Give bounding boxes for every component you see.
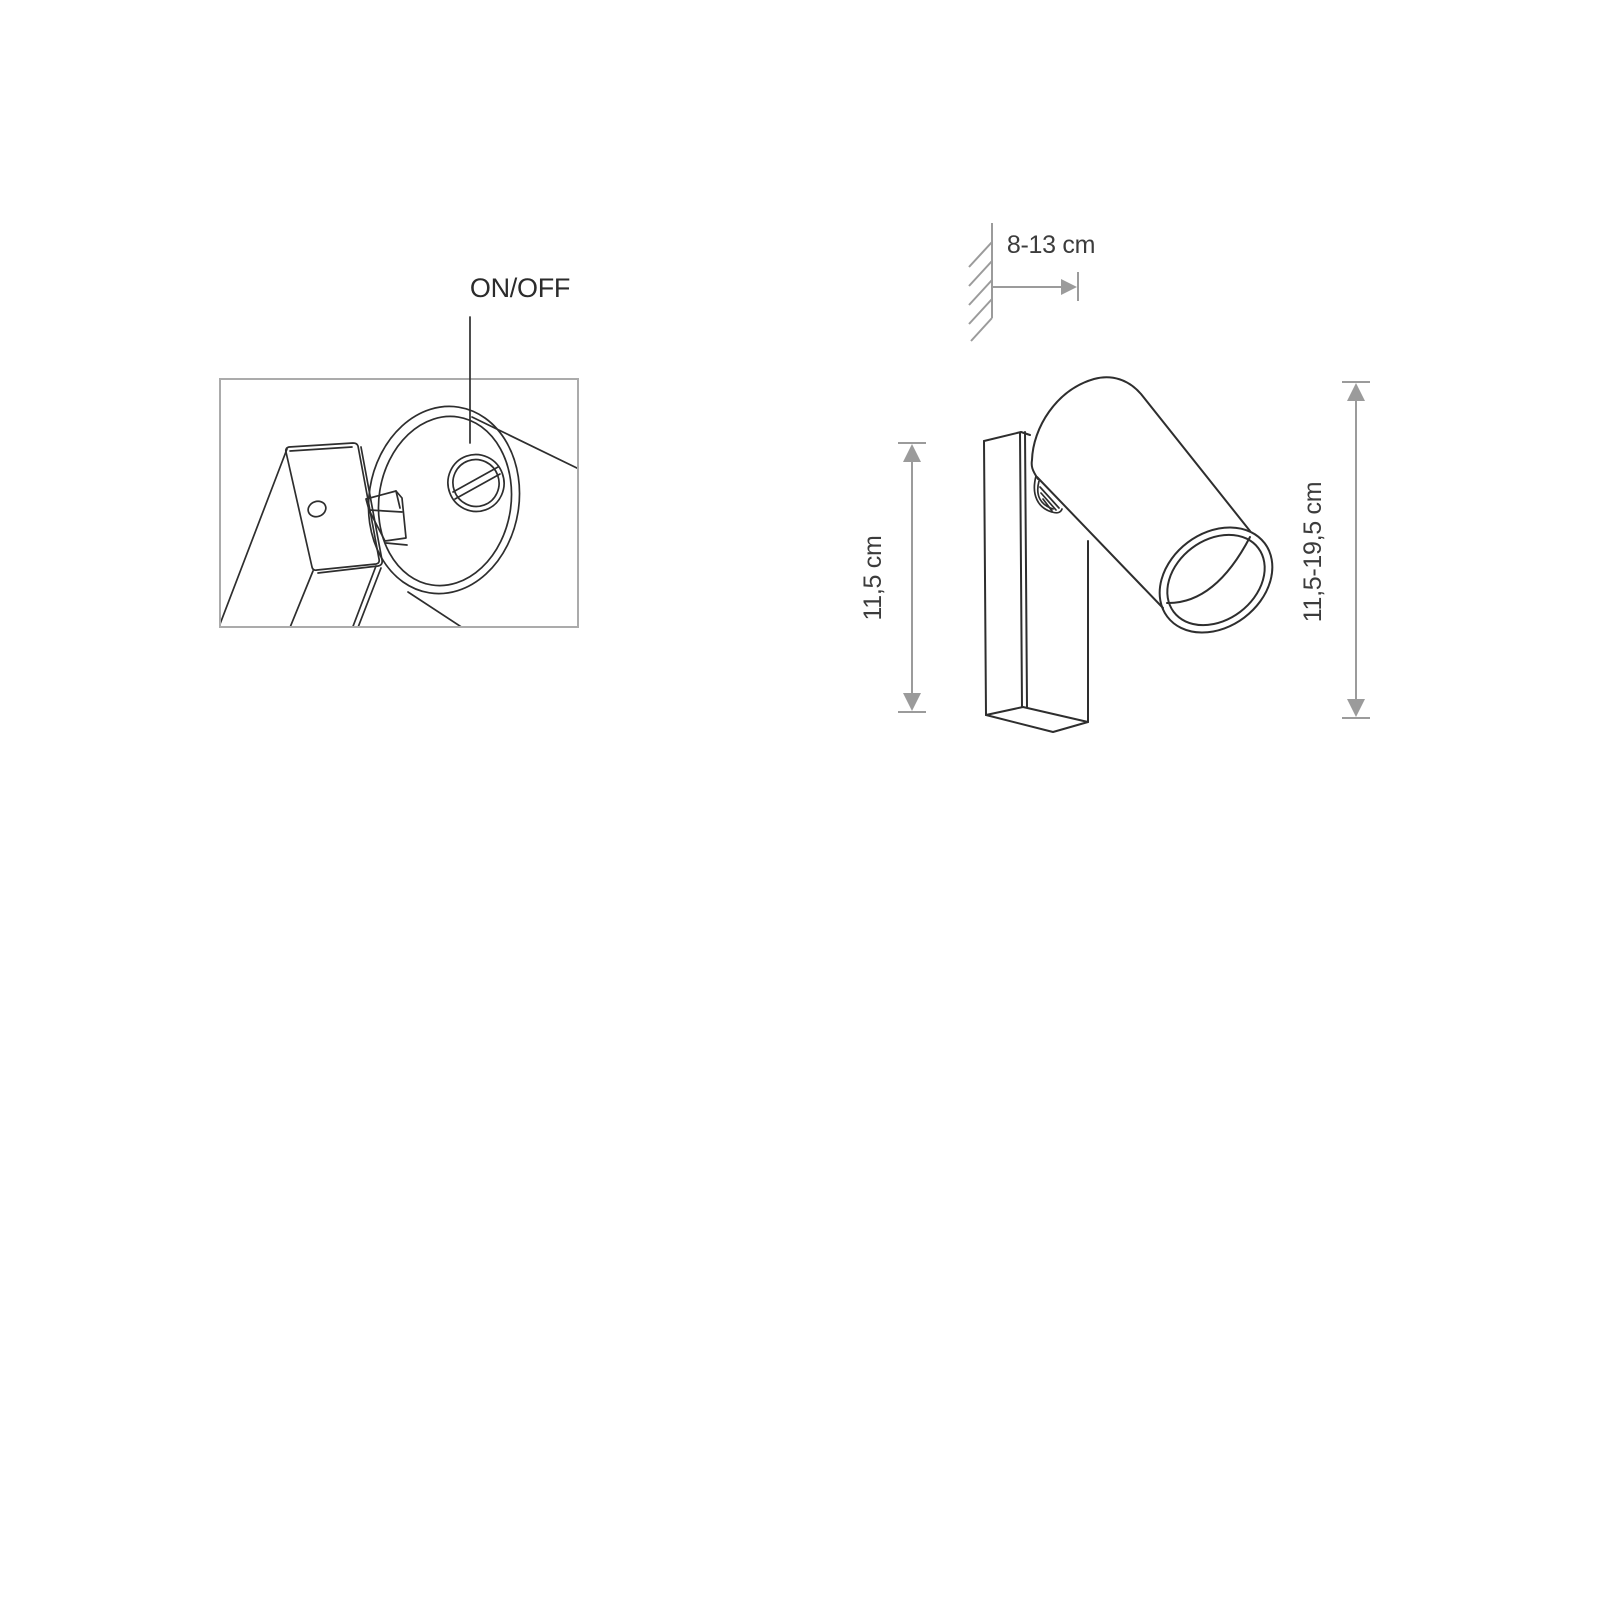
onoff-detail-callout: [212, 273, 579, 652]
bracket-height-label: 11,5 cm: [859, 535, 887, 621]
lamp-cylinder: [1032, 377, 1293, 654]
wall-mount-indicator: [969, 223, 1095, 341]
bracket-height-dimension: [859, 443, 926, 712]
wall-offset-arrow: [992, 272, 1078, 301]
lamp-drawing: [984, 377, 1293, 732]
wall-hatch: [969, 242, 992, 341]
onoff-label: ON/OFF: [469, 273, 571, 303]
overall-height-dimension: [1299, 382, 1370, 718]
lamp-rim: [1139, 506, 1293, 654]
lamp-pivot: [1034, 476, 1062, 513]
wall-offset-label: 8-13 cm: [1006, 231, 1096, 259]
overall-height-label: 11,5-19,5 cm: [1299, 481, 1327, 623]
